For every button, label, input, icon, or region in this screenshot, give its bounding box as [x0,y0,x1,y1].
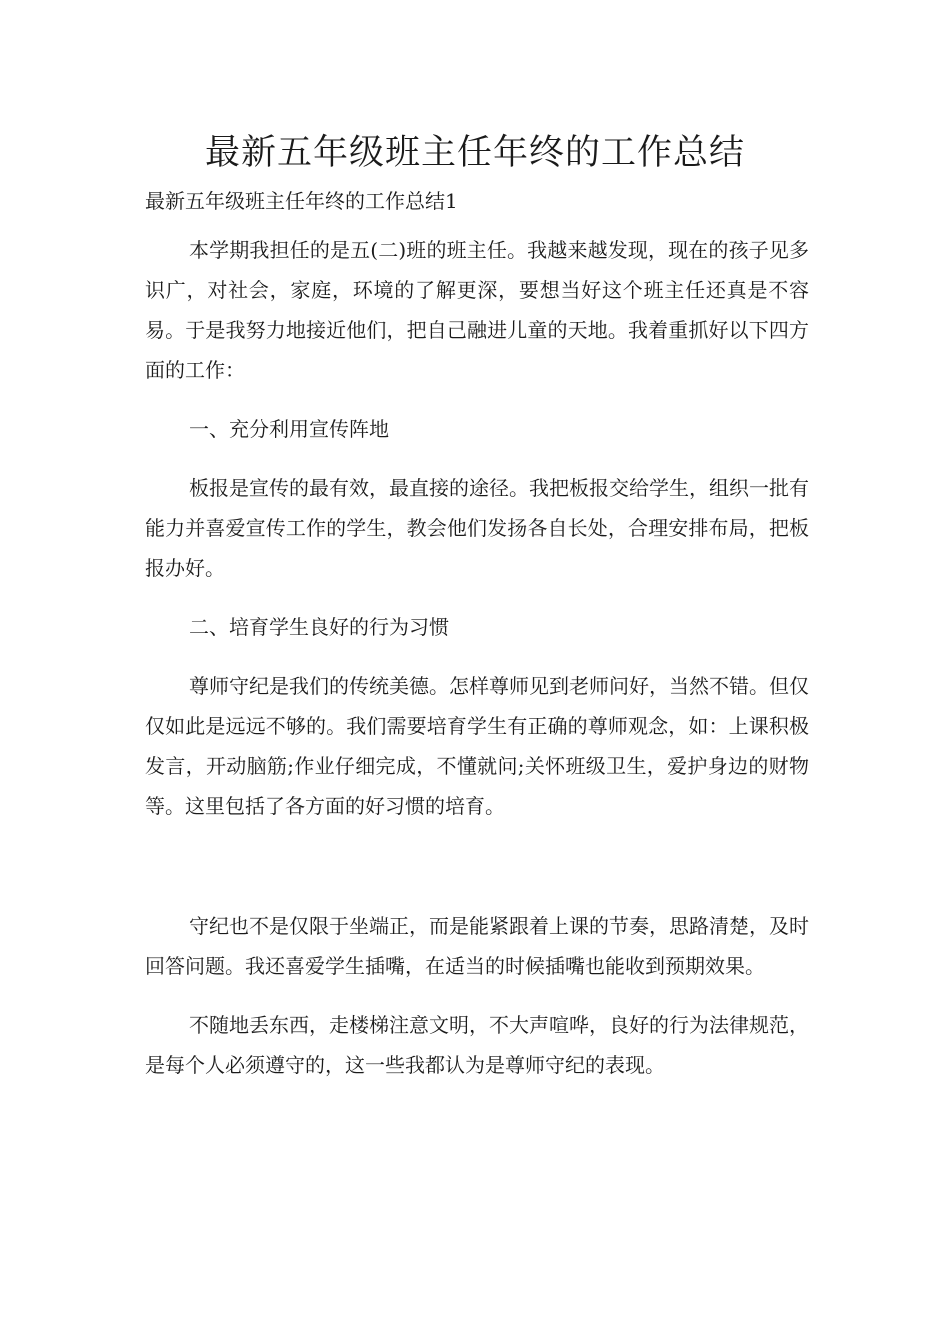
section-heading-1: 一、充分利用宣传阵地 [189,417,389,441]
paragraph-discipline: 守纪也不是仅限于坐端正，而是能紧跟着上课的节奏，思路清楚，及时回答问题。我还喜爱学生插嘴，在适当的时候插嘴也能收到预期效果。 [145,914,809,978]
paragraph-blackboard: 板报是宣传的最有效，最直接的途径。我把板报交给学生，组织一批有能力并喜爱宣传工作的学生，教会他们发扬各自长处，合理安排布局，把板报办好。 [145,476,809,580]
paragraph-behavior: 不随地丢东西，走楼梯注意文明，不大声喧哗，良好的行为法律规范，是每个人必须遵守的，这一些我都认为是尊师守纪的表现。 [145,1013,809,1077]
paragraph-respect: 尊师守纪是我们的传统美德。怎样尊师见到老师问好，当然不错。但仅仅如此是远远不够的。我们需要培育学生有正确的尊师观念，如：上课积极发言，开动脑筋;作业仔细完成，不懂就问;关怀班级卫生，爱护身边的财物等。这里包括了各方面的好习惯的培育。 [145,674,809,818]
document-subtitle: 最新五年级班主任年终的工作总结1 [145,189,458,213]
document-title: 最新五年级班主任年终的工作总结 [204,133,745,173]
section-heading-2: 二、培育学生良好的行为习惯 [189,615,449,639]
document-body [145,230,809,1104]
paragraph-intro: 本学期我担任的是五(二)班的班主任。我越来越发现，现在的孩子见多识广，对社会，家庭，环境的了解更深，要想当好这个班主任还真是不容易。于是我努力地接近他们，把自己融进儿童的天地。我着重抓好以下四方面的工作： [145,238,809,382]
